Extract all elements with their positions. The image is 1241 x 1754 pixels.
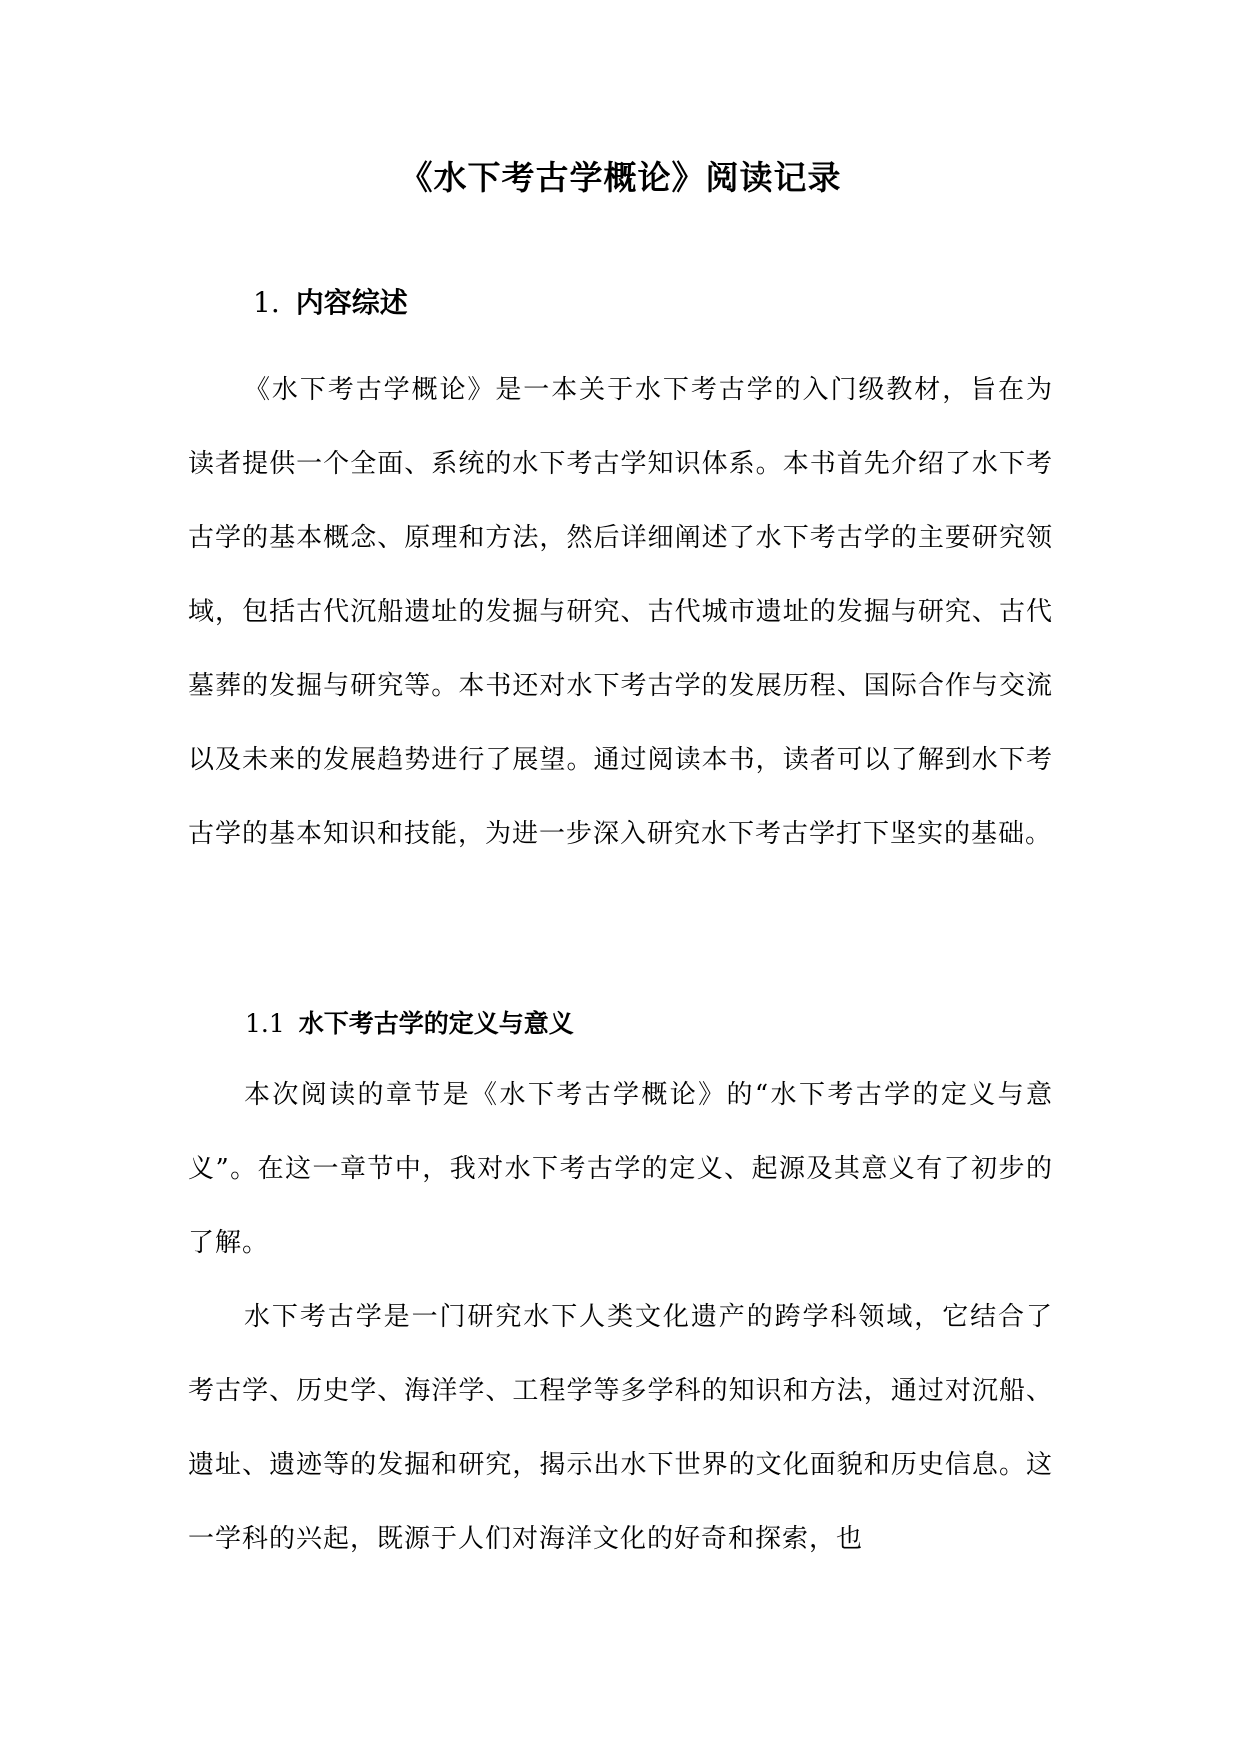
definition-paragraph-1: 本次阅读的章节是《水下考古学概论》的“水下考古学的定义与意义”。在这一章节中，我对水下考古学的定义、起源及其意义有了初步的了解。 <box>188 1080 1053 1258</box>
definition-paragraph-2: 水下考古学是一门研究水下人类文化遗产的跨学科领域，它结合了考古学、历史学、海洋学、工程学等多学科的知识和方法，通过对沉船、遗址、遗迹等的发掘和研究，揭示出水下世界的文化面貌和历史信息。这一学科的兴起，既源于人们对海洋文化的好奇和探索，也 <box>188 1302 1053 1554</box>
section-number: 1. <box>253 286 280 319</box>
document-title: 《水下考古学概论》阅读记录 <box>399 158 842 197</box>
subsection-heading-text: 水下考古学的定义与意义 <box>298 1009 574 1038</box>
section-heading-content-summary <box>253 278 408 328</box>
content-summary-paragraph: 《水下考古学概论》是一本关于水下考古学的入门级教材，旨在为读者提供一个全面、系统的水下考古学知识体系。本书首先介绍了水下考古学的基本概念、原理和方法，然后详细阐述了水下考古学的主要研究领域，包括古代沉船遗址的发掘与研究、古代城市遗址的发掘与研究、古代墓葬的发掘与研究等。本书还对水下考古学的发展历程、国际合作与交流以及未来的发展趋势进行了展望。通过阅读本书，读者可以了解到水下考古学的基本知识和技能，为进一步深入研究水下考古学打下坚实的基础。 <box>188 375 1053 849</box>
subsection-heading-definition <box>245 999 574 1049</box>
section-heading-text: 内容综述 <box>295 286 408 319</box>
subsection-number: 1.1 <box>245 1009 285 1038</box>
